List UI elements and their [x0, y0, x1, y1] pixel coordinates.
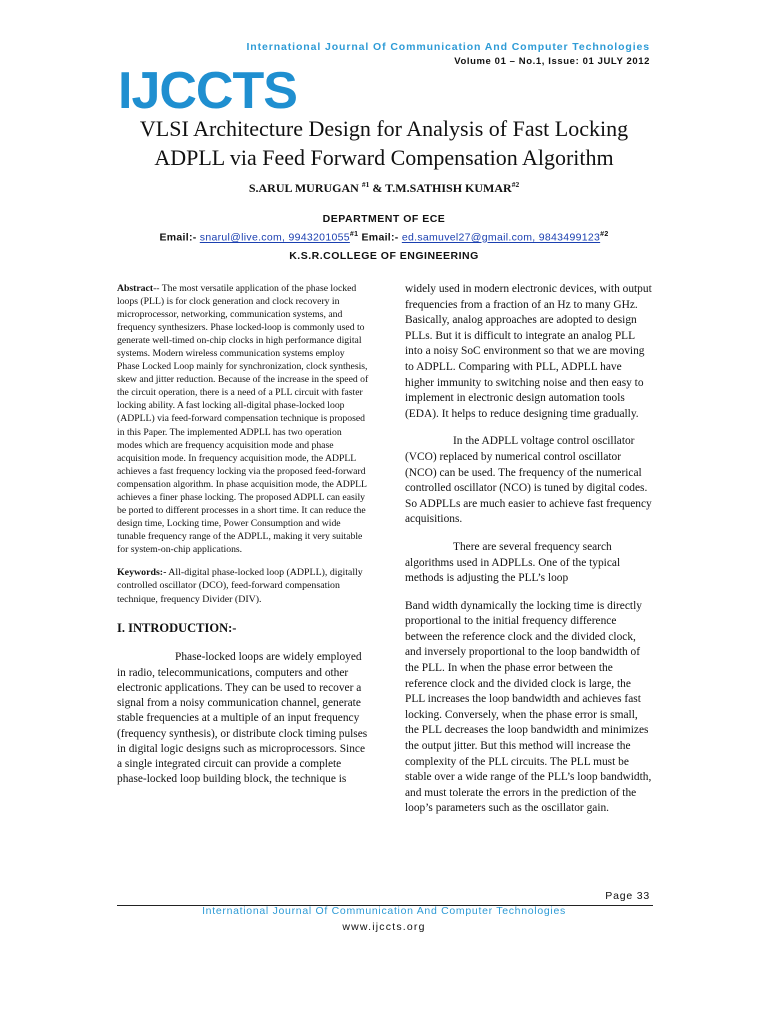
body-paragraph: In the ADPLL voltage control oscillator (VCO) replaced by numerical control oscillator (NCO) can be used. The frequency of the numerical controlled oscillator (NCO) is tuned by digital codes. So ADPLLs are much easier to achieve fast frequency acquisitions. [405, 435, 652, 526]
right-column [405, 282, 653, 817]
footer-website[interactable]: www.ijccts.org [342, 921, 426, 933]
email-link-2[interactable]: ed.samuvel27@gmail.com, 9843499123 [401, 231, 601, 244]
abstract-text: -- The most versatile application of the phase locked loops (PLL) is for clock generation and clock recovery in microprocessor, networking, communication systems, and frequency synthesizers. Phase locked-loop is commonly used to generate well-timed on-chip clocks in high performance digital systems. Modern wireless communication systems employ Phase Locked Loop mainly for synchronization, clock synthesis, skew and jitter reduction. Because of the increase in the speed of the circuit operation, there is a need of a PLL circuit with faster locking ability. A fast locking all-digital phase-locked loop (ADPLL) via feed-forward compensation technique is proposed in this Paper. The implemented ADPLL has two operation modes which are frequency acquisition mode and phase acquisition mode. In frequency acquisition mode, the ADPLL achieves a fast frequency locking via the proposed feed-forward compensation algorithm. In phase acquisition mode, the ADPLL achieves a finer phase locking. The proposed ADPLL can easily be ported to different processes in a short time. It can reduce the design time, Locking time, Power Consumption and wide tunable frequency range of the ADPLL, making it very suitable for system-on-chip applications. [117, 283, 369, 555]
keywords [117, 566, 369, 607]
college-name: K.S.R.COLLEGE OF ENGINEERING [289, 250, 479, 262]
body-paragraph: widely used in modern electronic devices, with output frequencies from a fraction of an Hz to many GHz. Basically, analog approaches are adopted to design PLLs. But it is difficult to integrate an analog PLL into a noisy SoC environment so that we are moving to ADPLL. Comparing with PLL, ADPLL have higher immunity to switching noise and then easy to implement in electronic design automation tools (EDA). It helps to reduce designing time gradually. [405, 283, 652, 420]
header-volume-issue: Volume 01 – No.1, Issue: 01 JULY 2012 [454, 56, 650, 67]
authors [100, 180, 668, 196]
email-1-mark: #1 [349, 231, 359, 238]
email-line [100, 231, 668, 244]
keywords-label: Keywords:- [117, 566, 167, 578]
abstract [117, 282, 369, 556]
email-link-1[interactable]: snarul@live.com, 9943201055 [199, 231, 350, 244]
title-line-1: VLSI Architecture Design for Analysis of Fast Locking [139, 116, 629, 141]
page-number: Page 33 [605, 890, 650, 902]
author-1-mark: #1 [361, 180, 370, 189]
email-2-mark: #2 [600, 231, 609, 238]
paper-title [100, 114, 668, 172]
footer-journal-title: International Journal Of Communication And Computer Technologies [202, 905, 566, 917]
section-heading-introduction: I. INTRODUCTION:- [117, 621, 237, 636]
author-1: S.ARUL MURUGAN [248, 181, 359, 195]
email-label-2: Email:- [361, 231, 399, 244]
intro-paragraph: Phase-locked loops are widely employed in radio, telecommunications, computers and other electronic applications. They can be used to recover a signal from a noisy communication channel, generate stable frequencies at a multiple of an input frequency (frequency synthesis), or distribute clock timing pulses in digital logic designs such as microprocessors. Since a single integrated circuit can provide a complete phase-locked loop building block, the technique is [117, 651, 368, 786]
body-paragraph: There are several frequency search algorithms used in ADPLLs. One of the typical methods is adjusting the PLL’s loop [405, 540, 621, 585]
header-journal-title: International Journal Of Communication And Computer Technologies [246, 41, 650, 53]
author-2: T.M.SATHISH KUMAR [385, 181, 512, 195]
journal-logo [118, 62, 297, 120]
department: DEPARTMENT OF ECE [322, 213, 446, 225]
author-separator: & [372, 181, 383, 195]
author-2-mark: #2 [511, 180, 520, 189]
abstract-label: Abstract [117, 283, 154, 294]
email-label-1: Email:- [159, 231, 197, 244]
title-line-2: ADPLL via Feed Forward Compensation Algorithm [154, 145, 614, 170]
left-column [117, 282, 369, 787]
logo-text: IJCCTS [118, 62, 297, 120]
keywords-text: All-digital phase-locked loop (ADPLL), digitally controlled oscillator (DCO), feed-forward compensation technique, frequency Divider (DIV). [117, 566, 363, 605]
body-paragraph: Band width dynamically the locking time is directly proportional to the initial frequency difference between the reference clock and the divided clock, and inversely proportional to the loop bandwidth of the PLL. In when the phase error between the reference clock and the divided clock is large, the PLL increases the loop bandwidth and achieves fast locking. Conversely, when the phase error is small, the PLL decreases the loop bandwidth and minimizes the output jitter. But this method will increase the complexity of the PLL circuits. The PLL must be stable over a wide range of the PLL’s loop bandwidth, and must tolerate the errors in the prediction of the loop’s parameters such as the oscillator gain. [405, 599, 652, 815]
